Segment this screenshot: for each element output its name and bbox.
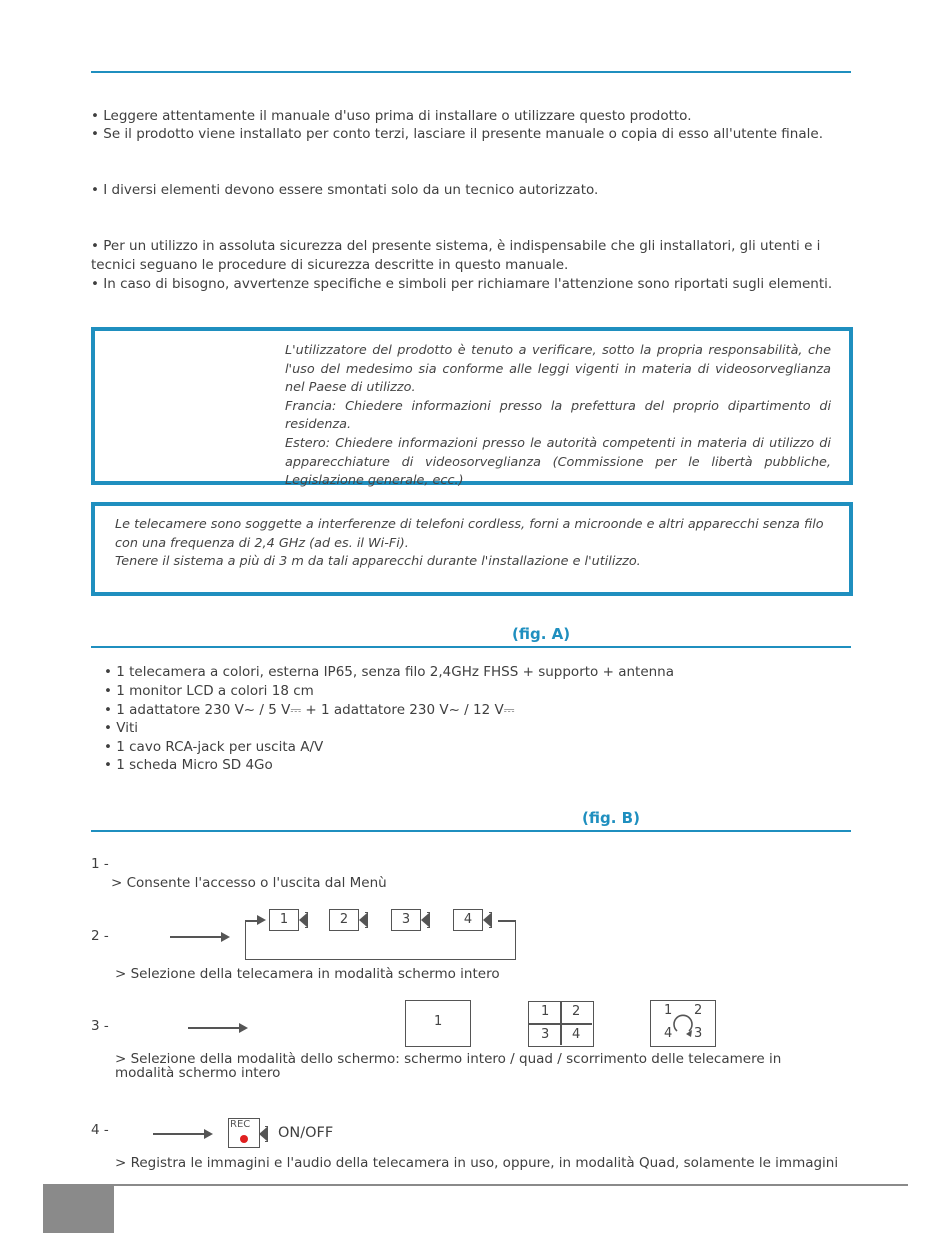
item-2-number: 2 - bbox=[91, 928, 109, 944]
quad-screen-icon bbox=[528, 1001, 594, 1047]
package-item: • 1 monitor LCD a colori 18 cm bbox=[104, 683, 314, 699]
arrow-icon bbox=[153, 1133, 211, 1135]
camera-2-icon: 2 bbox=[329, 909, 359, 931]
arrow-icon bbox=[170, 936, 228, 938]
top-rule bbox=[91, 71, 851, 73]
package-item: • 1 cavo RCA-jack per uscita A/V bbox=[104, 739, 324, 755]
quad-cell-2: 2 bbox=[572, 1004, 581, 1019]
cycle-loop-top-right bbox=[498, 920, 516, 922]
fig-b-label: (fig. B) bbox=[582, 809, 640, 827]
legal-notice-text bbox=[285, 342, 831, 491]
interference-p2: Tenere il sistema a più di 3 m da tali apparecchi durante l'installazione e l'utilizzo. bbox=[115, 554, 641, 570]
quad-cell-1: 1 bbox=[541, 1004, 550, 1019]
item-1-description: > Consente l'accesso o l'uscita dal Menù bbox=[111, 875, 387, 891]
rec-label: REC bbox=[230, 1119, 251, 1130]
fig-a-label: (fig. A) bbox=[512, 625, 571, 643]
camera-1-icon: 1 bbox=[269, 909, 299, 931]
camera-lens-icon bbox=[483, 913, 491, 927]
fig-a-rule bbox=[91, 646, 851, 648]
interference-notice-text bbox=[115, 516, 831, 572]
item-4-description: > Registra le immagini e l'audio della telecamera in uso, oppure, in modalità Quad, solamente le immagini bbox=[115, 1155, 839, 1171]
safety-line-3: • I diversi elementi devono essere smontati solo da un tecnico autorizzato. bbox=[91, 182, 599, 198]
legal-notice-p3: Estero: Chiedere informazioni presso le autorità competenti in materia di utilizzo di apparecchiature di videosorveglianza (Commissione per le libertà pubbliche, Legislazione generale, ecc.) bbox=[285, 435, 831, 489]
legal-notice-box bbox=[91, 327, 853, 489]
camera-lens-icon bbox=[259, 1127, 267, 1141]
cycle-arrowhead-icon bbox=[257, 915, 266, 925]
item-4-number: 4 - bbox=[91, 1122, 109, 1138]
scroll-cell-3: 3 bbox=[694, 1026, 703, 1041]
footer-rule bbox=[43, 1184, 908, 1186]
legal-notice-p1: L'utilizzatore del prodotto è tenuto a verificare, sotto la propria responsabilità, che l'uso del medesimo sia conforme alle leggi vigenti in materia di videosorveglianza nel Paese di utilizzo. bbox=[285, 343, 831, 396]
fig-b-rule bbox=[91, 830, 851, 832]
package-item: • 1 adattatore 230 V~ / 5 V⎓ + 1 adattatore 230 V~ / 12 V⎓ bbox=[104, 702, 515, 718]
item-2-description: > Selezione della telecamera in modalità schermo intero bbox=[115, 966, 500, 982]
legal-notice-p2: Francia: Chiedere informazioni presso la prefettura del proprio dipartimento di residenza. bbox=[285, 398, 831, 433]
item-1-number: 1 - bbox=[91, 856, 109, 872]
safety-line-5: • In caso di bisogno, avvertenze specifiche e simboli per richiamare l'attenzione sono riportati sugli elementi. bbox=[91, 276, 833, 292]
arrow-icon bbox=[188, 1027, 246, 1029]
camera-lens-icon bbox=[421, 913, 429, 927]
interference-p1: Le telecamere sono soggette a interferenze di telefoni cordless, forni a microonde e altri apparecchi senza filo con una frequenza di 2,4 GHz (ad es. il Wi-Fi). bbox=[115, 517, 824, 551]
package-item: • Viti bbox=[104, 720, 138, 736]
camera-lens-icon bbox=[359, 913, 367, 927]
onoff-label: ON/OFF bbox=[278, 1125, 334, 1141]
scroll-screen-icon bbox=[650, 1000, 716, 1047]
safety-line-2: • Se il prodotto viene installato per conto terzi, lasciare il presente manuale o copia di esso all'utente finale. bbox=[91, 126, 823, 142]
safety-line-1: • Leggere attentamente il manuale d'uso prima di installare o utilizzare questo prodotto. bbox=[91, 108, 692, 124]
camera-4-icon: 4 bbox=[453, 909, 483, 931]
interference-notice-box bbox=[91, 502, 853, 596]
rec-dot-icon bbox=[240, 1135, 248, 1143]
safety-line-4: • Per un utilizzo in assoluta sicurezza del presente sistema, è indispensabile che gli installatori, gli utenti e i tecnici seguano le procedure di sicurezza descritte in questo manuale. bbox=[91, 238, 821, 273]
quad-divider-h bbox=[529, 1023, 592, 1025]
item-3-description: > Selezione della modalità dello schermo: schermo intero / quad / scorrimento delle telecamere in modalità schermo intero bbox=[115, 1051, 782, 1081]
full-screen-number: 1 bbox=[434, 1014, 443, 1029]
scroll-cell-4: 4 bbox=[664, 1026, 673, 1041]
quad-cell-4: 4 bbox=[572, 1027, 581, 1042]
camera-lens-icon bbox=[299, 913, 307, 927]
scroll-cell-2: 2 bbox=[694, 1003, 703, 1018]
item-3-number: 3 - bbox=[91, 1018, 109, 1034]
rotate-arrow-icon bbox=[671, 1009, 697, 1039]
full-screen-icon bbox=[405, 1000, 471, 1047]
rec-camera-icon bbox=[228, 1118, 260, 1148]
scroll-cell-1: 1 bbox=[664, 1003, 673, 1018]
package-item: • 1 scheda Micro SD 4Go bbox=[104, 757, 273, 773]
footer-page-tab bbox=[43, 1185, 114, 1233]
camera-3-icon: 3 bbox=[391, 909, 421, 931]
quad-cell-3: 3 bbox=[541, 1027, 550, 1042]
package-item: • 1 telecamera a colori, esterna IP65, senza filo 2,4GHz FHSS + supporto + antenna bbox=[104, 664, 675, 680]
